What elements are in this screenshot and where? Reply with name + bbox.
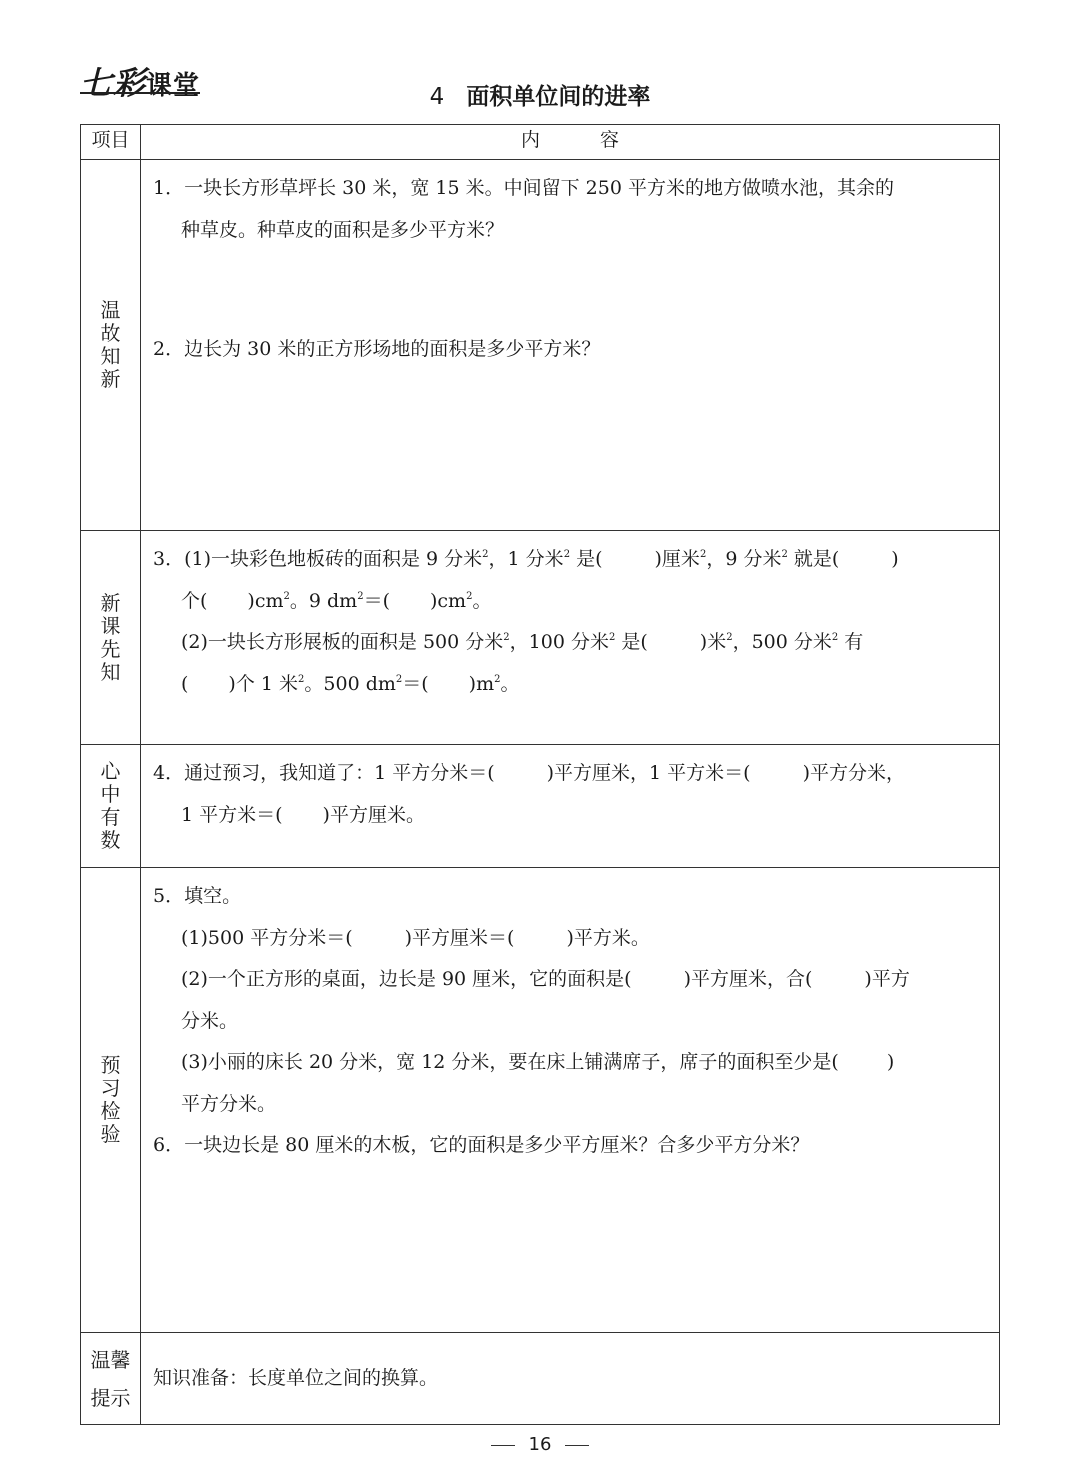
logo-text: 课堂 <box>146 71 201 101</box>
label-char: 知 <box>100 344 121 368</box>
label-char: 温 <box>100 298 121 322</box>
question-5-3-line-1: (3)小丽的床长 20 分米，宽 12 分米，要在床上铺满席子，席子的面积至少是( ) <box>181 1051 895 1073</box>
label-char: 验 <box>100 1122 121 1146</box>
question-4-line-1: 4．通过预习，我知道了：1 平方分米＝( )平方厘米，1 平方米＝( )平方分米， <box>153 762 906 784</box>
question-5-2-line-1: (2)一个正方形的桌面，边长是 90 厘米，它的面积是( )平方厘米，合( )平方 <box>181 968 910 990</box>
question-4-line-2: 1 平方米＝( )平方厘米。 <box>181 803 425 826</box>
lesson-number: 4 <box>429 84 445 110</box>
question-5-3-line-2: 平方分米。 <box>181 1092 277 1115</box>
logo-script-text: 七彩 <box>80 64 147 102</box>
page-title <box>0 78 1080 111</box>
section-new <box>81 531 1000 745</box>
section-content-mind <box>141 745 1000 868</box>
question-6: 6．一块边长是 80 厘米的木板，它的面积是多少平方厘米？合多少平方分米？ <box>153 1134 810 1156</box>
question-5: 5．填空。 <box>153 885 242 907</box>
tip-text: 知识准备：长度单位之间的换算。 <box>153 1366 439 1389</box>
question-3-2-line-1: (2)一块长方形展板的面积是 500 分米$^2$，100 分米$^2$ 是( )米$^2$，500 分米$^2$ 有 <box>181 631 864 653</box>
section-label-mind <box>81 745 141 868</box>
label-text: 温馨 <box>90 1347 131 1372</box>
question-2: 2．边长为 30 米的正方形场地的面积是多少平方米？ <box>153 338 601 360</box>
label-char: 检 <box>100 1099 121 1123</box>
section-content-check <box>141 868 1000 1333</box>
section-check <box>81 868 1000 1333</box>
question-3-1-line-2: 个( )$cm^2$。9 $dm^2=$( )$cm^2$。 <box>181 589 492 612</box>
label-char: 习 <box>100 1076 121 1100</box>
lesson-title: 面积单位间的进率 <box>466 84 651 110</box>
label-char: 知 <box>100 659 121 684</box>
section-content-new <box>141 531 1000 745</box>
label-char: 数 <box>100 828 121 852</box>
section-label-check <box>81 868 141 1333</box>
label-char: 新 <box>100 367 121 391</box>
question-3-1-line-1: 3．(1)一块彩色地板砖的面积是 9 分米$^2$，1 分米$^2$ 是( )厘米$^2$，9 分米$^2$ 就是( ) <box>153 548 899 570</box>
section-content-tip <box>141 1333 1000 1425</box>
section-label-tip <box>81 1333 141 1425</box>
label-char: 先 <box>100 636 121 661</box>
header-content-label: 内容 <box>520 129 679 151</box>
label-char: 中 <box>100 782 121 806</box>
question-1-line-2: 种草皮。种草皮的面积是多少平方米？ <box>181 218 505 241</box>
section-review <box>81 160 1000 531</box>
label-char: 心 <box>100 759 121 783</box>
section-content-review <box>141 160 1000 531</box>
worksheet-table <box>80 124 1000 1425</box>
question-5-2-line-2: 分米。 <box>181 1009 239 1032</box>
section-label-review <box>81 160 141 531</box>
table-header-row <box>81 125 1000 160</box>
label-text: 提示 <box>90 1385 131 1410</box>
label-char: 故 <box>100 321 121 345</box>
question-3-2-line-2: ( )个 1 米$^2$。500 $dm^2=$( )$m^2$。 <box>181 672 520 695</box>
header-item: 项目 <box>81 125 141 160</box>
label-char: 课 <box>100 613 121 638</box>
question-1-line-1: 1．一块长方形草坪长 30 米，宽 15 米。中间留下 250 平方米的地方做喷水池，其余的 <box>153 177 894 199</box>
page-footer <box>0 1434 1080 1455</box>
label-char: 有 <box>100 805 121 829</box>
page-number: 16 <box>528 1434 552 1455</box>
label-char: 预 <box>100 1053 121 1077</box>
header-content <box>141 125 1000 160</box>
question-5-1: (1)500 平方分米＝( )平方厘米＝( )平方米。 <box>181 926 650 949</box>
section-mind <box>81 745 1000 868</box>
label-char: 新 <box>100 590 121 615</box>
section-label-new <box>81 531 141 745</box>
section-tip <box>81 1333 1000 1425</box>
